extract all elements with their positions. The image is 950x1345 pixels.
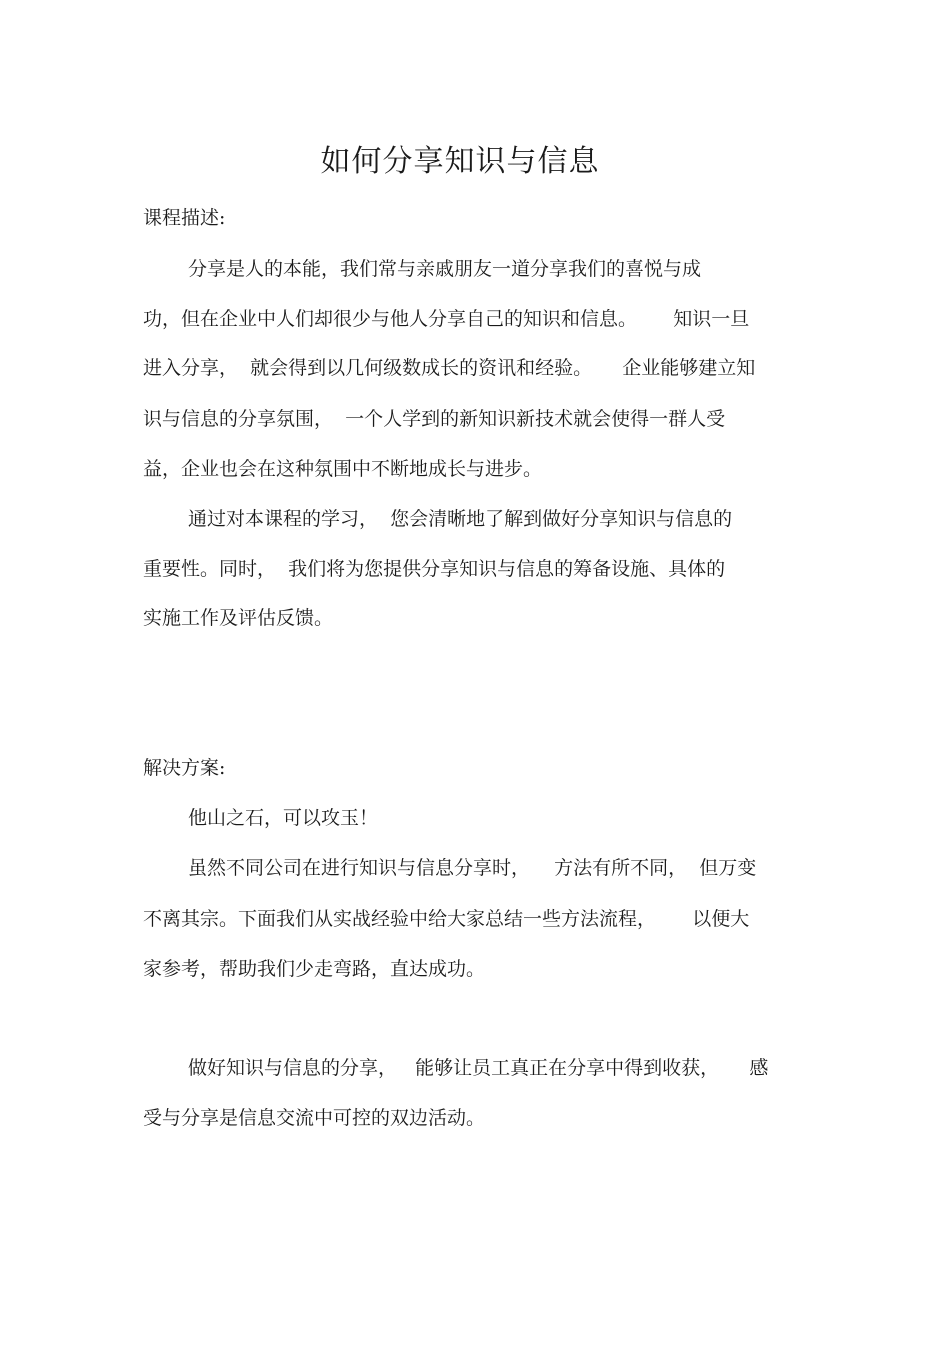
paragraph-line: 重要性。同时， 我们将为您提供分享知识与信息的筹备设施、具体的 [143, 558, 726, 580]
paragraph-line: 益，企业也会在这种氛围中不断地成长与进步。 [143, 458, 543, 480]
paragraph-line: 家参考，帮助我们少走弯路，直达成功。 [143, 958, 486, 980]
paragraph-line: 分享是人的本能，我们常与亲戚朋友一道分享我们的喜悦与成 [188, 258, 702, 280]
paragraph-line: 不离其宗。下面我们从实战经验中给大家总结一些方法流程， 以便大 [143, 908, 750, 930]
document-title: 如何分享知识与信息 [320, 144, 600, 179]
paragraph-line: 识与信息的分享氛围， 一个人学到的新知识新技术就会使得一群人受 [143, 408, 726, 430]
section-heading-solution: 解决方案: [143, 757, 226, 779]
paragraph-line: 实施工作及评估反馈。 [143, 607, 334, 629]
paragraph-line: 进入分享， 就会得到以几何级数成长的资讯和经验。 企业能够建立知 [143, 357, 756, 379]
paragraph-line: 他山之石，可以攻玉！ [188, 807, 379, 829]
paragraph-line: 虽然不同公司在进行知识与信息分享时， 方法有所不同， 但万变 [188, 857, 757, 879]
paragraph-line: 做好知识与信息的分享， 能够让员工真正在分享中得到收获， 感 [188, 1057, 769, 1079]
paragraph-line: 功，但在企业中人们却很少与他人分享自己的知识和信息。 知识一旦 [143, 308, 750, 330]
section-heading-course-description: 课程描述: [143, 207, 226, 229]
paragraph-line: 受与分享是信息交流中可控的双边活动。 [143, 1107, 486, 1129]
paragraph-line: 通过对本课程的学习， 您会清晰地了解到做好分享知识与信息的 [188, 508, 733, 530]
